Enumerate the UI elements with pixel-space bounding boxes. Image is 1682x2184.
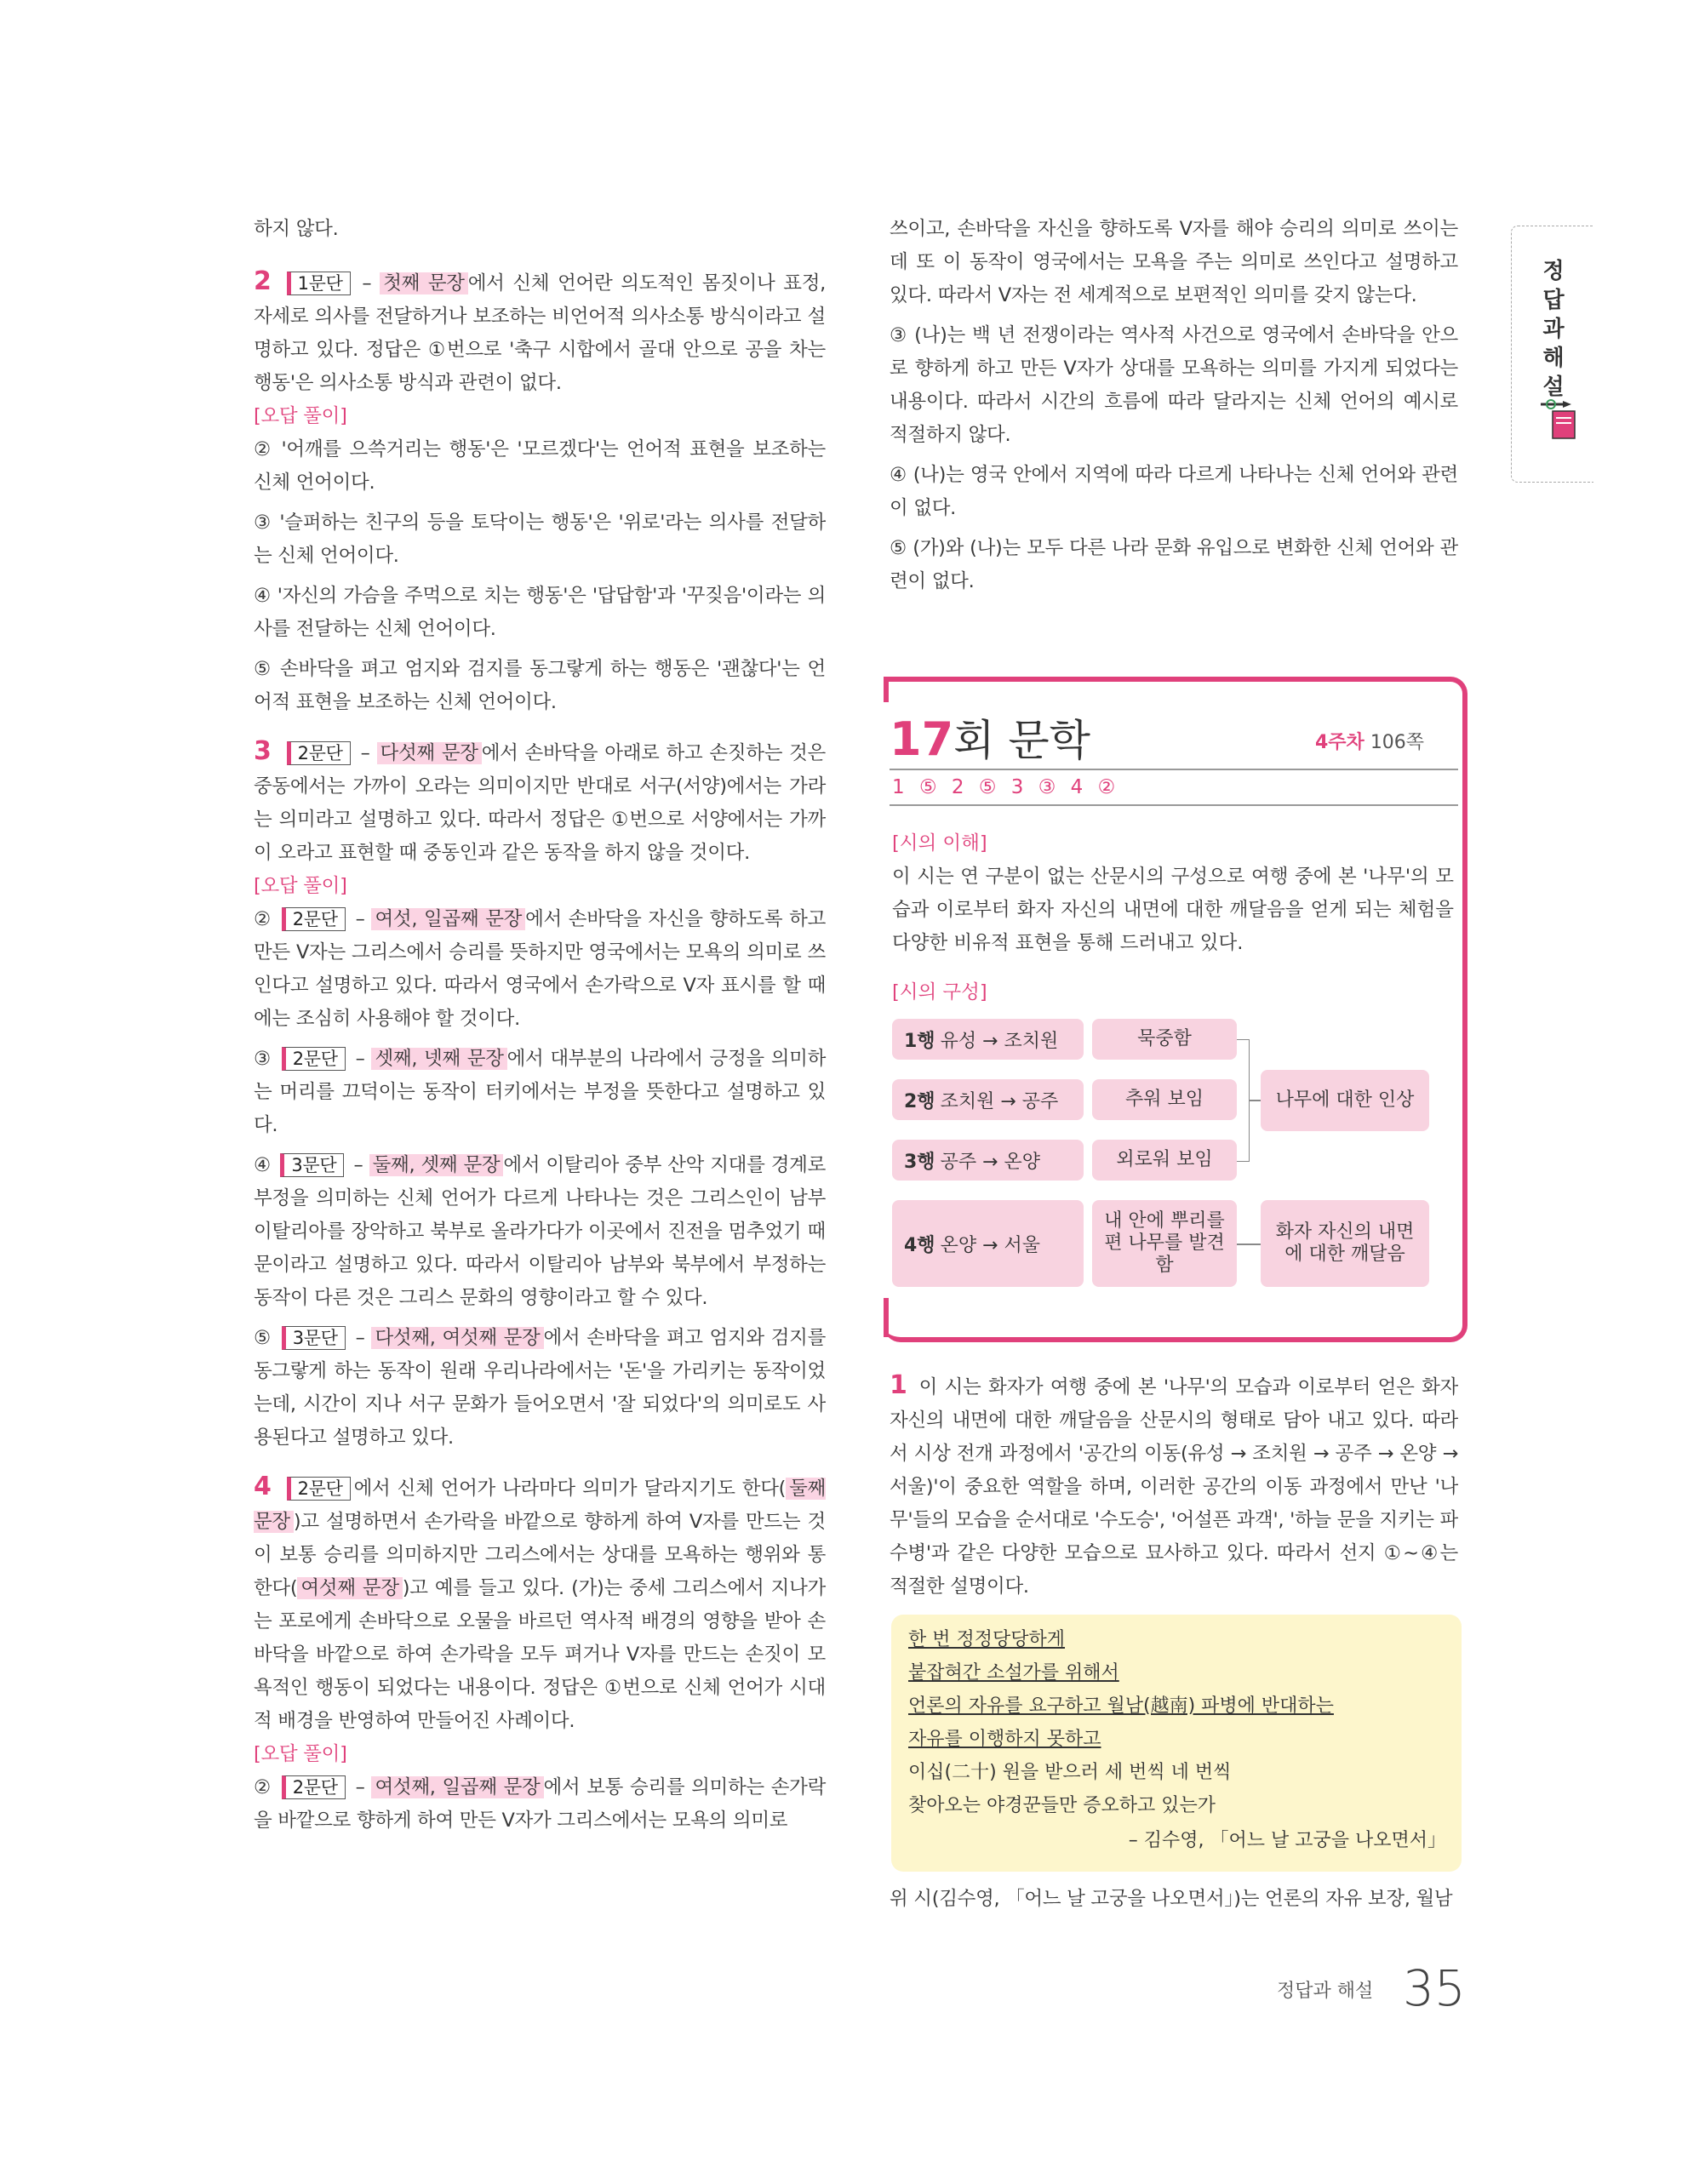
left-column — [254, 213, 826, 1838]
divider — [890, 769, 1458, 770]
row-description: 추워 보임 — [1092, 1079, 1237, 1120]
poem-source: – 김수영, 「어느 날 고궁을 나오면서」 — [1128, 1830, 1446, 1851]
answer-key: 1 ⑤ 2 ⑤ 3 ③ 4 ② — [892, 776, 1116, 798]
q4-number: 4 — [254, 1472, 272, 1501]
sentence-highlight: 여섯, 일곱째 문장 — [371, 908, 525, 930]
wrong-answer-heading: [오답 풀이] — [254, 1743, 347, 1765]
q4-explanation: 4 2문단 에서 신체 언어가 나라마다 의미가 달라지기도 한다( 둘째 문장 )고 설명하면서 손가락을 바깥으로 향하게 하여 V자를 만드는 것이 보통 승리를 의미하지만 그리스에서는 상대를 모욕하는 행위와 통한다( 여섯째 문장 )고 예를 들고 있다. (가)는 중세 그리스에서 지나가는 포로에게 손바닥으로 오물을 바르던 역사적 배경의 영향을 받아 손바닥을 바깥으로 하여 손가락을 모두 펴거나 V자를 만드는 손짓이 모욕적인 행동이 되었다는 내용이다. 정답은 ①번으로 신체 언어가 시대적 배경을 반영하여 만들어진 사례이다. — [254, 1472, 826, 1732]
q2-option-3: ③ '슬퍼하는 친구의 등을 토닥이는 행동'은 '위로'라는 의사를 전달하는 신체 언어이다. — [254, 512, 826, 567]
row-label: 1행 유성 → 조치원 — [892, 1019, 1084, 1060]
sentence-highlight: 첫째 문장 — [380, 272, 468, 294]
paragraph-tag: 1문단 — [287, 272, 351, 295]
q3-text: 에서 손바닥을 아래로 하고 손짓하는 것은 중동에서는 가까이 오라는 의미이지만 반대로 서구(서양)에서는 가라는 의미라고 설명하고 있다. 따라서 정답은 ①번으로 서양에서는 가까이 오라고 표현할 때 중동인과 같은 동작을 하지 않을 것이다. — [254, 742, 827, 864]
sentence-highlight: 둘째 문장 — [254, 1478, 826, 1533]
section-heading: [시의 이해] — [892, 832, 987, 855]
divider — [890, 804, 1458, 806]
result-box: 화자 자신의 내면에 대한 깨달음 — [1261, 1200, 1429, 1287]
paragraph-tag: 2문단 — [287, 741, 351, 765]
paragraph-tag: 2문단 — [282, 1047, 346, 1071]
q3-number: 3 — [254, 736, 272, 766]
connector — [1249, 1100, 1261, 1101]
row-label: 3행 공주 → 온양 — [892, 1140, 1084, 1181]
side-tab-label: 정답과 해설 — [1542, 259, 1565, 400]
q4-option-2: ② 2문단 – 여섯째, 일곱째 문장 에서 보통 승리를 의미하는 손가락을 바깥으로 향하게 하여 만든 V자가 그리스에서는 모욕의 의미로 — [254, 1776, 827, 1832]
q2-number: 2 — [254, 266, 272, 296]
row-description: 내 안에 뿌리를 편 나무를 발견함 — [1092, 1200, 1237, 1287]
last-line: 위 시(김수영, 「어느 날 고궁을 나오면서」)는 언론의 자유 보장, 월남 — [890, 1888, 1453, 1910]
sentence-highlight: 다섯째 문장 — [377, 742, 482, 764]
trailing-text — [890, 1883, 1458, 1916]
wrong-answer-heading: [오답 풀이] — [254, 875, 347, 897]
poem-understanding — [892, 827, 1454, 960]
sentence-highlight: 둘째, 셋째 문장 — [369, 1154, 504, 1176]
footer-label: 정답과 해설 — [1277, 1981, 1374, 2002]
continued-text: 하지 않다. — [254, 218, 339, 240]
q2-option-2: ② '어깨를 으쓱거리는 행동'은 '모르겠다'는 언어적 표현을 보조하는 신체 언어이다. — [254, 438, 826, 494]
q2-option-5: ⑤ 손바닥을 펴고 엄지와 검지를 동그랗게 하는 행동은 '괜찮다'는 언어적 표현을 보조하는 신체 언어이다. — [254, 658, 826, 713]
poem-line: 언론의 자유를 요구하고 월남(越南) 파병에 반대하는 — [908, 1695, 1334, 1717]
q1-section — [890, 1369, 1458, 1604]
row-description: 외로워 보임 — [1092, 1140, 1237, 1181]
q2-option-4: ④ '자신의 가슴을 주먹으로 치는 행동'은 '답답함'과 '꾸짖음'이라는 의사를 전달하는 신체 언어이다. — [254, 585, 826, 640]
poem-line: 찾아오는 야경꾼들만 증오하고 있는가 — [908, 1795, 1216, 1816]
page-number: 35 — [1403, 1959, 1466, 2017]
paragraph-tag: 2문단 — [282, 1775, 346, 1799]
result-box: 나무에 대한 인상 — [1261, 1070, 1429, 1131]
paragraph-tag: 2문단 — [282, 907, 346, 931]
wrong-answer-heading: [오답 풀이] — [254, 405, 347, 427]
poem-excerpt-box — [891, 1615, 1462, 1872]
row-label: 4행 온양 → 서울 — [892, 1200, 1084, 1287]
q3-option-5: ⑤ 3문단 – 다섯째, 여섯째 문장 에서 손바닥을 펴고 엄지와 검지를 동그랗게 하는 동작이 원래 우리나라에서는 '돈'을 가리키는 동작이었는데, 시간이 지나 서구 문화가 들어오면서 '잘 되었다'의 의미로도 사용된다고 설명하고 있다. — [254, 1327, 827, 1449]
week-reference — [1315, 728, 1424, 754]
poem-line: 이십(二十) 원을 받으러 세 번씩 네 번씩 — [908, 1762, 1232, 1783]
paragraph-tag: 3문단 — [282, 1326, 346, 1350]
sentence-highlight: 다섯째, 여섯째 문장 — [371, 1327, 543, 1349]
option-5-explanation: ⑤ (가)와 (나)는 모두 다른 나라 문화 유입으로 변화한 신체 언어와 관련이 없다. — [890, 537, 1458, 592]
q1-explanation: 1 이 시는 화자가 여행 중에 본 '나무'의 모습과 이로부터 얻은 화자 자신의 내면에 대한 깨달음을 산문시의 형태로 담아 내고 있다. 따라서 시상 전개 과정에서 '공간의 이동(유성 → 조치원 → 공주 → 온양 → 서울)'이 중요한 역할을 하며, 이러한 공간의 이동 과정에서 만난 '나무'들의 모습을 순서대로 '수도승', '어설픈 과객', '하늘 문을 지키는 파수병'과 같은 다양한 모습으로 묘사하고 있다. 따라서 선지 ①~④는 적절한 설명이다. — [890, 1370, 1458, 1598]
paragraph-tag: 3문단 — [280, 1153, 344, 1177]
option-4-explanation: ④ (나)는 영국 안에서 지역에 따라 다르게 나타나는 신체 언어와 관련이 없다. — [890, 464, 1458, 519]
box-border-accent — [884, 677, 889, 702]
sentence-highlight: 셋째, 넷째 문장 — [371, 1048, 506, 1070]
bracket — [1237, 1039, 1250, 1162]
side-tab — [1511, 226, 1593, 483]
right-column-top — [890, 213, 1458, 605]
q1-number: 1 — [890, 1370, 907, 1400]
continued-explanation: 쓰이고, 손바닥을 자신을 향하도록 V자를 해야 승리의 의미로 쓰이는데 또 이 동작이 영국에서는 모욕을 주는 의미로 쓰인다고 설명하고 있다. 따라서 V자는 전 세계적으로 보편적인 의미를 갖지 않는다. — [890, 218, 1458, 306]
pencil-book-icon — [1537, 392, 1580, 443]
sentence-highlight: 여섯째, 일곱째 문장 — [371, 1776, 543, 1798]
page-reference: 106쪽 — [1370, 732, 1425, 753]
section-heading: [시의 구성] — [892, 981, 987, 1003]
q3-explanation: 3 2문단 – 다섯째 문장 에서 손바닥을 아래로 하고 손짓하는 것은 중동에서는 가까이 오라는 의미이지만 반대로 서구(서양)에서는 가라는 의미라고 설명하고 있다. 따라서 정답은 ①번으로 서양에서는 가까이 오라고 표현할 때 중동인과 같은 동작을 하지 않을 것이다. — [254, 736, 827, 864]
q3-option-3: ③ 2문단 – 셋째, 넷째 문장 에서 대부분의 나라에서 긍정을 의미하는 머리를 끄덕이는 동작이 터키에서는 부정을 뜻한다고 설명하고 있다. — [254, 1048, 827, 1136]
section-text: 이 시는 연 구분이 없는 산문시의 구성으로 여행 중에 본 '나무'의 모습과 이로부터 화자 자신의 내면에 대한 깨달음을 얻게 되는 체험을 다양한 비유적 표현을 통해 드러내고 있다. — [892, 866, 1454, 954]
box-title — [890, 706, 1090, 768]
option-3-explanation: ③ (나)는 백 년 전쟁이라는 역사적 사건으로 영국에서 손바닥을 안으로 향하게 하고 만든 V자가 상대를 모욕하는 의미를 가지게 되었다는 내용이다. 따라서 시간의 흐름에 따라 달라지는 신체 언어의 예시로 적절하지 않다. — [890, 324, 1458, 446]
row-description: 묵중함 — [1092, 1019, 1237, 1060]
week-label: 4주차 — [1315, 732, 1364, 753]
row-label: 2행 조치원 → 공주 — [892, 1079, 1084, 1120]
paragraph-tag: 2문단 — [287, 1477, 351, 1501]
connector — [1237, 1244, 1261, 1245]
q3-option-4: ④ 3문단 – 둘째, 셋째 문장 에서 이탈리아 중부 산악 지대를 경계로 부정을 의미하는 신체 언어가 다르게 나타나는 것은 그리스인이 남부 이탈리아를 장악하고 북부로 올라가다가 이곳에서 진전을 멈추었기 때문이라고 설명하고 있다. 따라서 이탈리아 남부와 북부에서 부정하는 동작이 다른 것은 그리스 문화의 영향이라고 할 수 있다. — [254, 1154, 826, 1309]
poem-line: 자유를 이행하지 못하고 — [908, 1729, 1101, 1750]
poem-line: 붙잡혀간 소설가를 위해서 — [908, 1662, 1119, 1684]
sentence-highlight: 여섯째 문장 — [297, 1577, 402, 1599]
box-border-accent — [884, 1298, 889, 1337]
poem-line: 한 번 정정당당하게 — [908, 1629, 1066, 1650]
q2-explanation: 2 1문단 – 첫째 문장 에서 신체 언어란 의도적인 몸짓이나 표정, 자세로 의사를 전달하거나 보조하는 비언어적 의사소통 방식이라고 설명하고 있다. 정답은 ①번으로 '축구 시합에서 골대 안으로 공을 차는 행동'은 의사소통 방식과 관련이 없다. — [254, 266, 826, 394]
box-title-number: 17 — [890, 712, 954, 766]
q3-option-2: ② 2문단 – 여섯, 일곱째 문장 에서 손바닥을 자신을 향하도록 하고 만든 V자는 그리스에서 승리를 뜻하지만 영국에서는 모욕의 의미로 쓰인다고 설명하고 있다. 따라서 영국에서 손가락으로 V자 표시를 할 때에는 조심히 사용해야 할 것이다. — [254, 908, 827, 1030]
q2-text: 에서 신체 언어란 의도적인 몸짓이나 표정, 자세로 의사를 전달하거나 보조하는 비언어적 의사소통 방식이라고 설명하고 있다. 정답은 ①번으로 '축구 시합에서 골대 안으로 공을 차는 행동'은 의사소통 방식과 관련이 없다. — [254, 272, 826, 394]
box-title-text: 회 문학 — [953, 716, 1090, 765]
